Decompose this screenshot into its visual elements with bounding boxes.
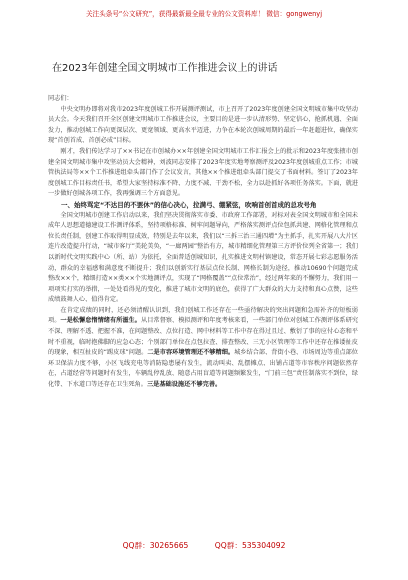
section-heading: 一、始终骂定“不达目的不罢休”的信心决心，拉满弓、绷紧弦，吹响首创首成的总攻号角 [61, 200, 317, 209]
greeting: 同志们： [48, 95, 73, 102]
problem-bold-text: 一是松懈怠惰情绪有所滋生。 [60, 317, 142, 325]
paragraph: 全国文明城市创建工作启动以来，我们坚决贯彻落实市委、市政府工作部署，对标对表全国文明城市和全国未成年人思想道德建设工作测评体系，坚持项格标准、树牢问题导向，严格落实测评点位包抓共建、网格化管理和点位长责任制，创建工作取得明显成效，特别是去年以来，我们以“三拆三治三通四增”为主抓手，扎实开展八大片区连片改造提升行动，“城市客厅”美轮美奂，“一廊两园”整治有方，城市精细化管理第三方评价位列全省第一；我们以新时代文明实践中心（所、站）为依托，全面普适创城知识，扎实推进文明村镇建设，常态开展七彩志愿服务活动，群众的幸福感和满意度不断提升；我们以创新实行基层点位长制、网格长制为途径，推动10690个问题完成整改××个，精细打造××类××个实地测评点，实现了“网格覆盖”“点位常治”，经过两年来的不懈努力，我们用一项项实打实的举措，一处处看得见的变化，推进了城市文明的底色，获得了广大群众的大力支持和真心点赞，这些成绩鼓舞人心、值得肯定。 [48, 211, 358, 304]
promo-banner: 关注头条号“公文研究”，获得最新最全最专业的公文资料库！ 微信：gongwenyj [85, 10, 323, 18]
contact-footer [0, 541, 408, 551]
problem-bold-text: 二是市容环境管理还不够精细。 [147, 349, 235, 357]
paragraph [48, 306, 358, 391]
qq-group-2: QQ群：535304092 [214, 541, 286, 550]
paragraph-text: 在肯定成绩的同时，还必须清醒认识到，我们创城工作还存在一些亟待解决的突出问题和急需补齐的短板弱项。 [48, 306, 358, 325]
paragraph-text: 城乡结合部、背街小巷、市场周边等重点部位环卫保洁力度不够，小区飞线充电等消防隐患屡有发生，流动叫卖、乱摆摊点、出铺占道等市容秩序问题依然存在，占道经营等问题时有发生，车辆乱停乱放、随意占用盲道等问题频繁发生，“门前三包”责任制落实不到位，绿化带、下水道口等还存在卫生死角。 [48, 349, 358, 389]
paragraph: 中央文明办即将对我市2023年度创城工作开展测评测试，市上召开了2023年度创建全国文明城市集中攻坚动员大会。今天我们召开全区创建文明城市工作推进会议，主要目的是进一步认清形势、坚定信心，抢抓机遇、全面发力，推动创城工作向更深层次、更宽领域、更高水平迈进，力争在本轮次创城周期的最后一年赶超进位，确保实现“首创首成、首创必成”目标。 [48, 105, 358, 145]
paragraph: 刚才，我们传达学习了××书记在市创城办××年创建全国文明城市工作汇报会上的批示和2023年度张掖市创建全国文明城市集中攻坚动员大会精神，刘波同志安排了2023年度实地考察测评及2023年度创城重点工作；市城管执法局等××个工作推进组牵头部门作了会议发言，其他××个推进组牵头部门提交了书面材料。签订了2023年度创城工作目标责任书，希望大家坚持标准不降、力度不减、干劲不松，全力以赴抓好各项任务落实。下面，就进一步做好创城各项工作，我再强调三个方面意见。 [48, 147, 358, 198]
document-title: 在2023年创建全国文明城市工作推进会议上的讲话 [52, 63, 278, 74]
paragraph-text: 从目常督察、模拟测评和年度考核来看，一些部门单位对创城工作测评体系研究不深、理解不透、把握不准，在问题整改、点位打造、网中材料等工作中存在得过且过、敷衍了事的应付心态和平时不重视，临时抱佛脚的应急心态；个别部门单位在点包拉查、排查整改、三无小区管理等工作中还存在推诿扯皮的现象，相互扯皮的“踢皮球”问题。 [48, 317, 359, 357]
problem-bold-text: 三是基础设施还不够完善。 [147, 381, 222, 389]
document-body [48, 94, 358, 391]
qq-group-1: QQ群：30265665 [122, 541, 189, 550]
